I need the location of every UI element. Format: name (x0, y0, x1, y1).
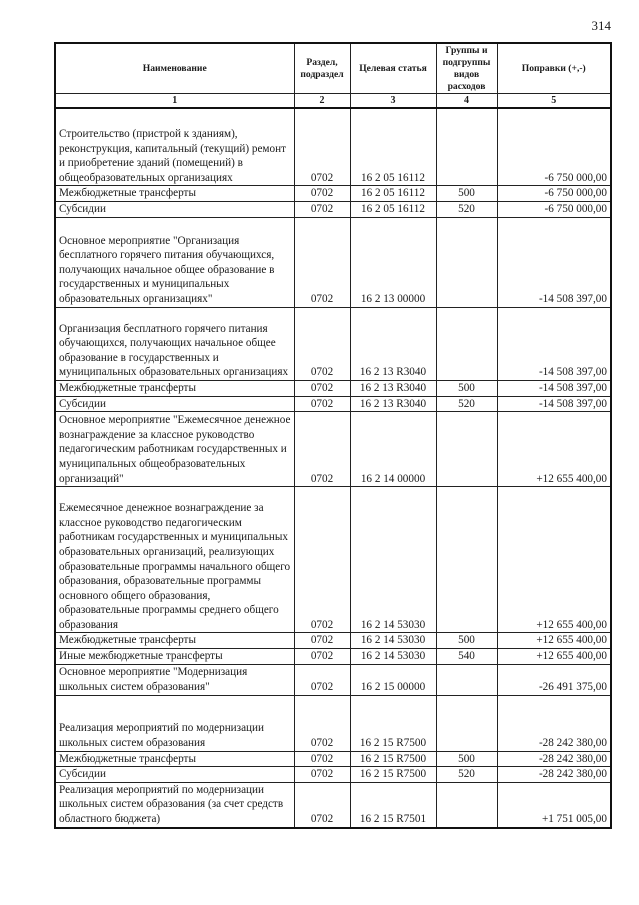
row-expense-group-cell (436, 108, 497, 186)
row-expense-group-cell (436, 782, 497, 827)
row-target-article-cell: 16 2 15 R7501 (350, 782, 436, 827)
row-expense-group-cell (436, 307, 497, 380)
row-target-article-cell: 16 2 05 16112 (350, 201, 436, 217)
row-amount-cell: +1 751 005,00 (497, 782, 611, 827)
row-amount-cell: -26 491 375,00 (497, 664, 611, 695)
row-expense-group-cell (436, 217, 497, 307)
row-amount-cell: -14 508 397,00 (497, 396, 611, 412)
row-amount-cell: -6 750 000,00 (497, 201, 611, 217)
row-section-cell: 0702 (294, 767, 350, 783)
row-expense-group-cell (436, 664, 497, 695)
row-name-cell: Субсидии (55, 201, 294, 217)
table-row (55, 186, 611, 202)
row-target-article-cell: 16 2 14 53030 (350, 487, 436, 633)
row-amount-cell: -6 750 000,00 (497, 108, 611, 186)
row-name-cell: Ежемесячное денежное вознаграждение за классное руководство педагогическим работникам государственных и муниципальных образовательных организаций, реализующих образовательные программы начального общего образования, образовательные программы основного общего образования, образовательные программы среднего общего образования (55, 487, 294, 633)
row-section-cell: 0702 (294, 108, 350, 186)
row-amount-cell: +12 655 400,00 (497, 649, 611, 665)
column-number: 3 (350, 94, 436, 109)
header-expense-group: Группы и подгруппы видов расходов (436, 43, 497, 94)
row-amount-cell: -14 508 397,00 (497, 307, 611, 380)
row-target-article-cell: 16 2 13 R3040 (350, 380, 436, 396)
row-amount-cell: -14 508 397,00 (497, 217, 611, 307)
table-row (55, 633, 611, 649)
header-amendments: Поправки (+,-) (497, 43, 611, 94)
row-section-cell: 0702 (294, 412, 350, 487)
row-target-article-cell: 16 2 15 00000 (350, 664, 436, 695)
row-name-cell: Реализация мероприятий по модернизации школьных систем образования (за счет средств областного бюджета) (55, 782, 294, 827)
row-section-cell: 0702 (294, 307, 350, 380)
row-amount-cell: +12 655 400,00 (497, 633, 611, 649)
row-section-cell: 0702 (294, 751, 350, 767)
row-section-cell: 0702 (294, 664, 350, 695)
table-row (55, 782, 611, 827)
row-section-cell: 0702 (294, 649, 350, 665)
row-expense-group-cell: 520 (436, 396, 497, 412)
row-name-cell: Субсидии (55, 767, 294, 783)
row-target-article-cell: 16 2 05 16112 (350, 108, 436, 186)
column-number-row (55, 94, 611, 109)
table-row (55, 751, 611, 767)
row-target-article-cell: 16 2 05 16112 (350, 186, 436, 202)
column-number: 5 (497, 94, 611, 109)
column-number: 1 (55, 94, 294, 109)
page-number: 314 (591, 18, 611, 33)
row-target-article-cell: 16 2 15 R7500 (350, 767, 436, 783)
row-expense-group-cell (436, 695, 497, 751)
table-row (55, 380, 611, 396)
row-expense-group-cell (436, 412, 497, 487)
row-expense-group-cell: 520 (436, 201, 497, 217)
row-target-article-cell: 16 2 13 00000 (350, 217, 436, 307)
row-amount-cell: -28 242 380,00 (497, 751, 611, 767)
table-row (55, 695, 611, 751)
header-target-article: Целевая статья (350, 43, 436, 94)
table-row (55, 412, 611, 487)
table-row (55, 767, 611, 783)
row-section-cell: 0702 (294, 633, 350, 649)
row-name-cell: Межбюджетные трансферты (55, 633, 294, 649)
row-expense-group-cell (436, 487, 497, 633)
column-number: 4 (436, 94, 497, 109)
row-expense-group-cell: 500 (436, 186, 497, 202)
row-section-cell: 0702 (294, 695, 350, 751)
row-name-cell: Основное мероприятие "Ежемесячное денежное вознаграждение за классное руководство педагогическим работникам государственных и муниципальных общеобразовательных организаций" (55, 412, 294, 487)
header-name: Наименование (55, 43, 294, 94)
row-section-cell: 0702 (294, 217, 350, 307)
row-section-cell: 0702 (294, 396, 350, 412)
row-target-article-cell: 16 2 15 R7500 (350, 751, 436, 767)
row-section-cell: 0702 (294, 782, 350, 827)
row-target-article-cell: 16 2 14 00000 (350, 412, 436, 487)
row-section-cell: 0702 (294, 186, 350, 202)
table-row (55, 487, 611, 633)
row-expense-group-cell: 500 (436, 380, 497, 396)
row-target-article-cell: 16 2 13 R3040 (350, 307, 436, 380)
row-name-cell: Межбюджетные трансферты (55, 186, 294, 202)
row-amount-cell: -14 508 397,00 (497, 380, 611, 396)
row-section-cell: 0702 (294, 487, 350, 633)
row-expense-group-cell: 500 (436, 751, 497, 767)
row-name-cell: Субсидии (55, 396, 294, 412)
row-section-cell: 0702 (294, 201, 350, 217)
row-amount-cell: +12 655 400,00 (497, 487, 611, 633)
row-amount-cell: +12 655 400,00 (497, 412, 611, 487)
row-name-cell: Организация бесплатного горячего питания обучающихся, получающих начальное общее образование в государственных и муниципальных образовательных организациях (55, 307, 294, 380)
row-target-article-cell: 16 2 15 R7500 (350, 695, 436, 751)
column-number: 2 (294, 94, 350, 109)
row-name-cell: Основное мероприятие "Модернизация школьных систем образования" (55, 664, 294, 695)
table-row (55, 396, 611, 412)
header-row (55, 43, 611, 94)
row-target-article-cell: 16 2 14 53030 (350, 633, 436, 649)
row-target-article-cell: 16 2 13 R3040 (350, 396, 436, 412)
row-expense-group-cell: 540 (436, 649, 497, 665)
row-amount-cell: -6 750 000,00 (497, 186, 611, 202)
header-section: Раздел, подраздел (294, 43, 350, 94)
table-body (55, 108, 611, 828)
row-name-cell: Межбюджетные трансферты (55, 380, 294, 396)
row-target-article-cell: 16 2 14 53030 (350, 649, 436, 665)
table-row (55, 201, 611, 217)
row-expense-group-cell: 520 (436, 767, 497, 783)
row-name-cell: Межбюджетные трансферты (55, 751, 294, 767)
table-row (55, 108, 611, 186)
row-name-cell: Основное мероприятие "Организация бесплатного горячего питания обучающихся, получающих начальное общее образование в государственных и муниципальных образовательных организациях" (55, 217, 294, 307)
row-name-cell: Строительство (пристрой к зданиям), реконструкция, капитальный (текущий) ремонт и приобретение зданий (помещений) в общеобразовательных организациях (55, 108, 294, 186)
budget-amendments-table (54, 42, 612, 829)
table-row (55, 217, 611, 307)
table-row (55, 307, 611, 380)
row-name-cell: Иные межбюджетные трансферты (55, 649, 294, 665)
row-amount-cell: -28 242 380,00 (497, 767, 611, 783)
table-row (55, 649, 611, 665)
row-expense-group-cell: 500 (436, 633, 497, 649)
row-amount-cell: -28 242 380,00 (497, 695, 611, 751)
row-name-cell: Реализация мероприятий по модернизации школьных систем образования (55, 695, 294, 751)
table-row (55, 664, 611, 695)
row-section-cell: 0702 (294, 380, 350, 396)
